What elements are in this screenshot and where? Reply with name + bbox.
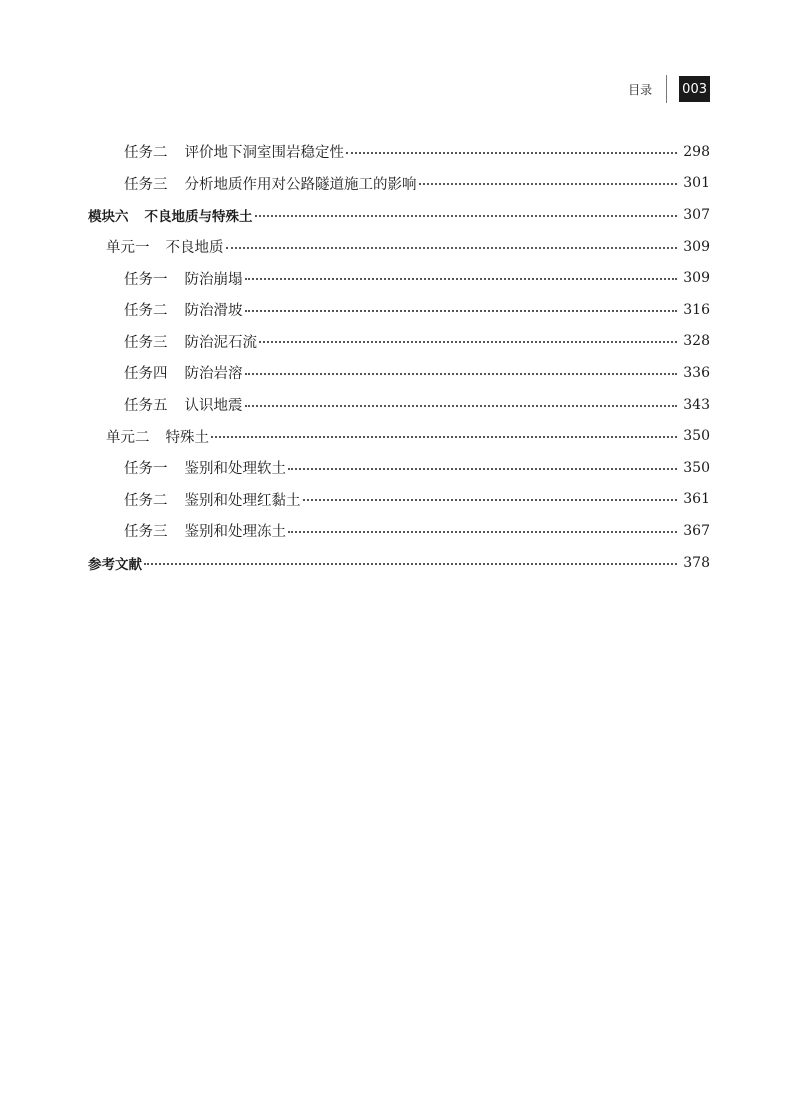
dot-leader <box>226 247 678 249</box>
dot-leader <box>144 563 677 565</box>
dot-leader <box>245 278 678 280</box>
toc-entry-number: 任务五 <box>124 398 168 415</box>
toc-entry[interactable] <box>88 357 710 389</box>
toc-entry-page: 361 <box>683 491 710 508</box>
toc-entry-page: 343 <box>683 396 710 413</box>
toc-entry-number: 任务一 <box>124 271 168 288</box>
dot-leader <box>245 373 678 375</box>
toc-entry-page: 350 <box>683 428 710 445</box>
toc-entry-title: 特殊土 <box>165 429 209 446</box>
toc-entry-unit[interactable] <box>88 420 710 452</box>
toc-entry-title: 不良地质 <box>165 240 224 257</box>
dot-leader <box>303 499 678 501</box>
table-of-contents <box>88 136 710 578</box>
dot-leader <box>259 341 677 343</box>
toc-entry-title: 鉴别和处理冻土 <box>184 524 286 541</box>
toc-entry-page: 378 <box>683 554 710 571</box>
toc-entry[interactable] <box>88 136 710 168</box>
toc-entry-number: 模块六 <box>88 208 129 225</box>
toc-entry-page: 367 <box>683 522 710 539</box>
toc-entry-number: 任务二 <box>124 303 168 320</box>
toc-entry-title: 防治崩塌 <box>184 271 243 288</box>
toc-entry-page: 307 <box>683 206 710 223</box>
toc-entry-number: 单元一 <box>106 240 150 257</box>
toc-entry-page: 309 <box>683 270 710 287</box>
toc-entry[interactable] <box>88 389 710 421</box>
page-number-badge: 003 <box>679 76 710 102</box>
toc-entry-title: 防治岩溶 <box>184 366 243 383</box>
dot-leader <box>245 405 678 407</box>
running-head-title: 目录 <box>628 82 653 97</box>
toc-entry-number: 单元二 <box>106 429 150 446</box>
toc-entry-page: 328 <box>683 333 710 350</box>
toc-entry-title: 参考文献 <box>88 556 142 573</box>
toc-entry[interactable] <box>88 262 710 294</box>
dot-leader <box>288 531 677 533</box>
toc-entry-number: 任务三 <box>124 524 168 541</box>
header-divider <box>666 75 667 103</box>
toc-entry-number: 任务二 <box>124 145 168 162</box>
toc-entry-unit[interactable] <box>88 231 710 263</box>
dot-leader <box>346 152 677 154</box>
toc-entry-number: 任务四 <box>124 366 168 383</box>
toc-entry-title: 鉴别和处理软土 <box>184 461 286 478</box>
toc-entry[interactable] <box>88 326 710 358</box>
toc-entry-page: 298 <box>683 143 710 160</box>
dot-leader <box>245 310 678 312</box>
toc-entry-title: 鉴别和处理红黏土 <box>184 492 301 509</box>
toc-entry-number: 任务一 <box>124 461 168 478</box>
page-header <box>628 76 710 102</box>
dot-leader <box>288 468 677 470</box>
toc-entry-title: 分析地质作用对公路隧道施工的影响 <box>184 176 417 193</box>
dot-leader <box>211 436 677 438</box>
toc-entry-title: 不良地质与特殊土 <box>144 208 253 225</box>
toc-entry-title: 认识地震 <box>184 398 243 415</box>
toc-entry-page: 309 <box>683 238 710 255</box>
toc-entry-title: 评价地下洞室围岩稳定性 <box>184 145 344 162</box>
toc-entry-page: 350 <box>683 459 710 476</box>
toc-entry-references[interactable] <box>88 547 710 579</box>
toc-entry[interactable] <box>88 484 710 516</box>
toc-entry[interactable] <box>88 452 710 484</box>
toc-entry[interactable] <box>88 168 710 200</box>
toc-entry-number: 任务二 <box>124 492 168 509</box>
dot-leader <box>255 215 678 217</box>
toc-entry-page: 336 <box>683 364 710 381</box>
toc-entry-number: 任务三 <box>124 176 168 193</box>
toc-entry[interactable] <box>88 515 710 547</box>
toc-entry-number: 任务三 <box>124 334 168 351</box>
toc-entry-title: 防治滑坡 <box>184 303 243 320</box>
toc-entry-page: 301 <box>683 175 710 192</box>
toc-entry-module[interactable] <box>88 199 710 231</box>
toc-entry-title: 防治泥石流 <box>184 334 257 351</box>
toc-entry[interactable] <box>88 294 710 326</box>
toc-entry-page: 316 <box>683 301 710 318</box>
dot-leader <box>419 183 678 185</box>
